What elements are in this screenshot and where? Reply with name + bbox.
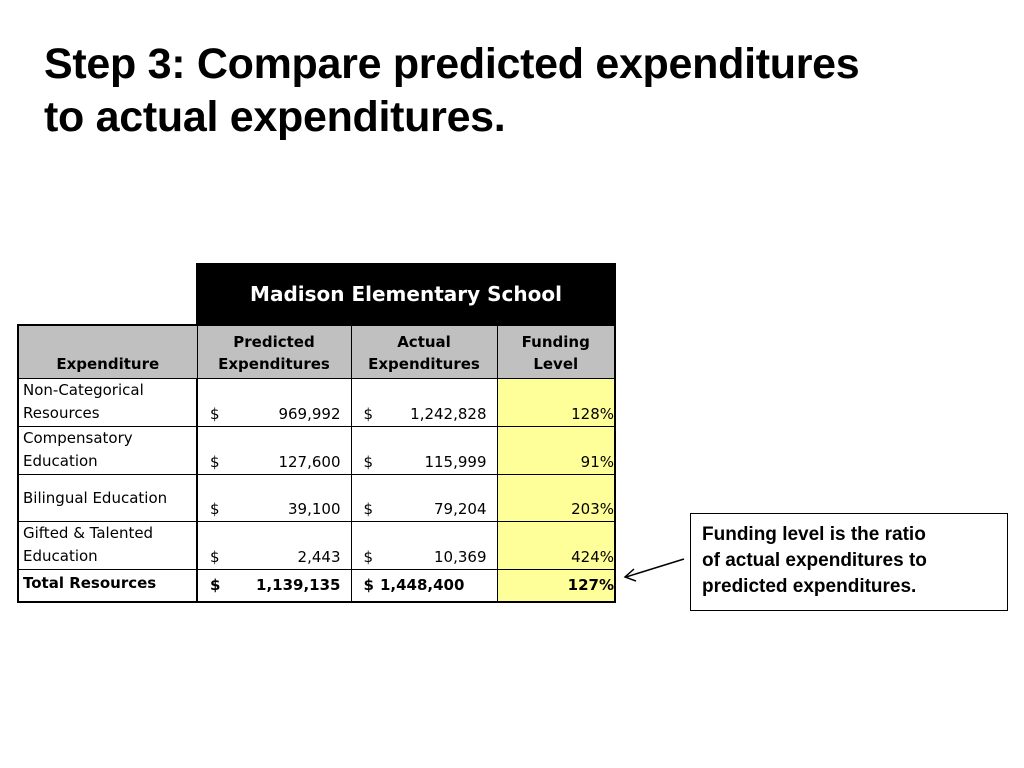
row-predicted: $ 39,100 (197, 474, 351, 521)
row-funding-level: 128% (497, 378, 615, 426)
table-row (18, 426, 615, 474)
row-funding-level: 91% (497, 426, 615, 474)
slide-title (44, 38, 1004, 144)
row-predicted: $ 127,600 (197, 426, 351, 474)
callout-line-3: predicted expenditures. (702, 576, 917, 597)
callout-line-1: Funding level is the ratio (702, 524, 926, 545)
slide-title-line-1: Step 3: Compare predicted expenditures (44, 40, 860, 88)
total-funding-level: 127% (497, 569, 615, 602)
table-total-row (18, 569, 615, 602)
slide-title-line-2: to actual expenditures. (44, 93, 506, 141)
header-funding-level: Funding Level (497, 325, 615, 378)
row-expenditure-name: Non-Categorical Resources (18, 378, 197, 426)
funding-level-callout (690, 513, 1008, 611)
row-funding-level: 424% (497, 521, 615, 569)
row-expenditure-name: Gifted & Talented Education (18, 521, 197, 569)
header-expenditure: Expenditure (18, 325, 197, 378)
expenditure-table (17, 324, 616, 603)
row-actual: $ 115,999 (351, 426, 497, 474)
table-row (18, 521, 615, 569)
total-label: Total Resources (18, 569, 197, 602)
row-predicted: $ 969,992 (197, 378, 351, 426)
table-row (18, 378, 615, 426)
row-actual: $ 79,204 (351, 474, 497, 521)
table-header-row (18, 325, 615, 378)
total-actual: $ 1,448,400 (351, 569, 497, 602)
callout-line-2: of actual expenditures to (702, 550, 927, 571)
row-actual: $ 10,369 (351, 521, 497, 569)
table-row (18, 474, 615, 521)
row-predicted: $ 2,443 (197, 521, 351, 569)
header-actual: Actual Expenditures (351, 325, 497, 378)
row-expenditure-name: Bilingual Education (18, 474, 197, 521)
total-predicted: $ 1,139,135 (197, 569, 351, 602)
header-predicted: Predicted Expenditures (197, 325, 351, 378)
row-funding-level: 203% (497, 474, 615, 521)
school-name-header: Madison Elementary School (196, 263, 616, 325)
row-actual: $ 1,242,828 (351, 378, 497, 426)
row-expenditure-name: Compensatory Education (18, 426, 197, 474)
callout-arrow-icon (620, 555, 690, 585)
